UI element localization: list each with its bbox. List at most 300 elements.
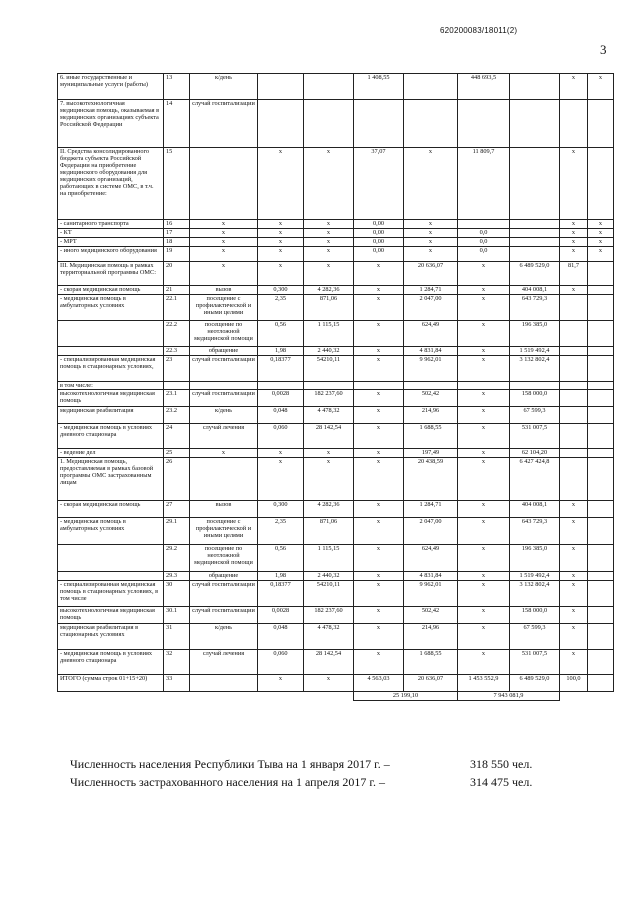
table-cell: 2 440,32 <box>304 347 354 356</box>
table-cell <box>588 458 614 501</box>
table-cell: 0,048 <box>258 624 304 650</box>
table-cell <box>190 148 258 220</box>
table-cell: x <box>304 675 354 692</box>
table-row <box>58 424 614 449</box>
table-cell <box>510 247 560 262</box>
table-cell: 19 <box>164 247 190 262</box>
table-cell <box>588 356 614 382</box>
table-cell: x <box>588 238 614 247</box>
table-cell: - медицинская помощь в амбулаторных условиях <box>58 518 164 545</box>
table-cell: 2,35 <box>258 518 304 545</box>
table-cell <box>510 238 560 247</box>
table-cell: 6 427 424,8 <box>510 458 560 501</box>
table-cell: x <box>588 247 614 262</box>
table-cell: 24 <box>164 424 190 449</box>
table-cell: - медицинская помощь в амбулаторных условиях <box>58 295 164 321</box>
table-cell: x <box>354 295 404 321</box>
table-cell: 158 000,0 <box>510 607 560 624</box>
table-cell: - МРТ <box>58 238 164 247</box>
table-cell <box>510 100 560 148</box>
table-cell: x <box>458 390 510 407</box>
table-cell: 0,56 <box>258 321 304 347</box>
table-cell: 624,49 <box>404 321 458 347</box>
table-cell <box>560 321 588 347</box>
table-row <box>58 262 614 286</box>
table-cell: посещение с профилактической и иными целями <box>190 518 258 545</box>
table-cell: случай госпитализации <box>190 607 258 624</box>
table-cell: - скорая медицинская помощь <box>58 501 164 518</box>
table-cell: 4 563,03 <box>354 675 404 692</box>
table-cell: x <box>560 286 588 295</box>
table-cell: случай госпитализации <box>190 356 258 382</box>
table-cell <box>560 424 588 449</box>
table-cell: x <box>354 650 404 675</box>
table-cell: случай госпитализации <box>190 390 258 407</box>
table-cell: x <box>190 238 258 247</box>
totals-row <box>58 692 614 701</box>
table-cell: 1 284,71 <box>404 286 458 295</box>
table-cell: x <box>458 650 510 675</box>
table-cell: x <box>190 449 258 458</box>
table-cell: 214,96 <box>404 407 458 424</box>
table-cell: 502,42 <box>404 607 458 624</box>
table-cell <box>560 347 588 356</box>
table-cell: - медицинская помощь в условиях дневного стационара <box>58 650 164 675</box>
table-cell: 624,49 <box>404 545 458 572</box>
table-cell: случай лечения <box>190 650 258 675</box>
table-cell: x <box>354 449 404 458</box>
table-cell: 2 047,00 <box>404 295 458 321</box>
table-cell: 0,18377 <box>258 581 304 607</box>
table-cell: 29.1 <box>164 518 190 545</box>
table-cell: 81,7 <box>560 262 588 286</box>
table-cell <box>458 220 510 229</box>
table-cell: 28 142,54 <box>304 650 354 675</box>
table-cell: 0,048 <box>258 407 304 424</box>
table-cell: 4 478,32 <box>304 624 354 650</box>
table-cell: III. Медицинская помощь в рамках территориальной программы ОМС: <box>58 262 164 286</box>
table-cell: 31 <box>164 624 190 650</box>
table-cell: 100,0 <box>560 675 588 692</box>
table-cell: 404 008,1 <box>510 501 560 518</box>
table-cell: x <box>354 286 404 295</box>
table-cell: x <box>458 407 510 424</box>
insured-line <box>70 775 533 790</box>
table-cell <box>588 449 614 458</box>
table-cell: в том числе: <box>58 382 164 390</box>
table-cell: случай госпитализации <box>190 581 258 607</box>
table-cell: - санитарного транспорта <box>58 220 164 229</box>
table-cell: 196 385,0 <box>510 545 560 572</box>
table-cell: 20 636,07 <box>404 262 458 286</box>
table-cell: x <box>354 347 404 356</box>
table-cell: 4 282,36 <box>304 501 354 518</box>
table-cell: - специализированная медицинская помощь в стационарных условиях, в том числе <box>58 581 164 607</box>
table-cell: 2,35 <box>258 295 304 321</box>
table-row <box>58 247 614 262</box>
table-cell <box>588 424 614 449</box>
table-cell: 15 <box>164 148 190 220</box>
table-cell <box>354 100 404 148</box>
table-cell <box>588 650 614 675</box>
table-cell: 27 <box>164 501 190 518</box>
table-cell: x <box>304 449 354 458</box>
table-cell <box>588 675 614 692</box>
table-cell <box>588 581 614 607</box>
table-cell: x <box>560 572 588 581</box>
table-row <box>58 347 614 356</box>
table-cell: x <box>560 607 588 624</box>
table-cell: 9 962,01 <box>404 581 458 607</box>
table-cell <box>560 458 588 501</box>
table-row <box>58 220 614 229</box>
table-cell <box>190 458 258 501</box>
table-cell: посещение с профилактической и иными целями <box>190 295 258 321</box>
table-row <box>58 518 614 545</box>
table-cell: x <box>258 247 304 262</box>
table-cell <box>190 675 258 692</box>
table-cell: 0,0028 <box>258 607 304 624</box>
table-cell: 0,060 <box>258 424 304 449</box>
table-cell: x <box>304 247 354 262</box>
table-cell: x <box>190 220 258 229</box>
table-row <box>58 321 614 347</box>
table-cell <box>588 407 614 424</box>
table-cell: 6 489 529,0 <box>510 262 560 286</box>
totals-spacer <box>58 692 354 701</box>
table-cell: 4 831,84 <box>404 347 458 356</box>
table-cell: обращение <box>190 347 258 356</box>
table-cell <box>588 382 614 390</box>
table-cell: II. Средства консолидированного бюджета субъекта Российской Федерации на приобретение медицинского оборудования для медицинских организаций, работающих в системе ОМС, в т.ч. на приобретение: <box>58 148 164 220</box>
table-cell: x <box>560 650 588 675</box>
table-cell: x <box>560 581 588 607</box>
table-cell: x <box>354 407 404 424</box>
table-cell: 20 636,07 <box>404 675 458 692</box>
table-row <box>58 581 614 607</box>
table-cell: x <box>560 238 588 247</box>
table-cell: x <box>588 74 614 100</box>
table-cell <box>588 501 614 518</box>
table-cell: 30.1 <box>164 607 190 624</box>
table-cell <box>58 545 164 572</box>
table-cell: 1 519 492,4 <box>510 347 560 356</box>
table-cell <box>258 100 304 148</box>
table-cell <box>190 382 258 390</box>
table-cell: медицинская реабилитация <box>58 407 164 424</box>
table-cell <box>58 347 164 356</box>
table-cell <box>304 74 354 100</box>
table-cell: 448 693,5 <box>458 74 510 100</box>
table-cell: высокотехнологичная медицинская помощь <box>58 390 164 407</box>
table-cell: x <box>560 220 588 229</box>
table-cell <box>258 382 304 390</box>
table-cell <box>588 262 614 286</box>
table-cell: 21 <box>164 286 190 295</box>
table-cell <box>588 286 614 295</box>
table-cell: 4 831,84 <box>404 572 458 581</box>
table-cell <box>588 607 614 624</box>
table-row <box>58 407 614 424</box>
table-cell: 0,300 <box>258 286 304 295</box>
table-cell <box>560 295 588 321</box>
table-cell: к/день <box>190 624 258 650</box>
table-cell: к/день <box>190 74 258 100</box>
table-cell: 871,06 <box>304 295 354 321</box>
table-cell: x <box>258 458 304 501</box>
table-cell: вызов <box>190 286 258 295</box>
table-cell: x <box>304 238 354 247</box>
table-row <box>58 74 614 100</box>
table-cell: 0,0 <box>458 238 510 247</box>
population-line <box>70 757 533 772</box>
table-cell <box>560 390 588 407</box>
table-cell: x <box>304 229 354 238</box>
table-cell: x <box>458 347 510 356</box>
table-cell: 0,18377 <box>258 356 304 382</box>
table-cell: x <box>458 356 510 382</box>
table-cell: 1 519 492,4 <box>510 572 560 581</box>
table-row <box>58 148 614 220</box>
table-cell <box>510 74 560 100</box>
table-cell: x <box>354 581 404 607</box>
table-cell: x <box>458 501 510 518</box>
totals-spacer <box>560 692 614 701</box>
table-cell <box>510 148 560 220</box>
table-cell: случай госпитализации <box>190 100 258 148</box>
table-cell: 14 <box>164 100 190 148</box>
table-cell: ИТОГО (сумма строк 01+15+20) <box>58 675 164 692</box>
table-cell: x <box>458 607 510 624</box>
table-cell: 2 440,32 <box>304 572 354 581</box>
table-cell: x <box>458 449 510 458</box>
table-cell: x <box>458 295 510 321</box>
table-cell <box>588 347 614 356</box>
table-cell <box>354 382 404 390</box>
table-cell: 0,0 <box>458 247 510 262</box>
table-cell <box>588 321 614 347</box>
table-cell: x <box>404 220 458 229</box>
table-cell: 0,00 <box>354 238 404 247</box>
table-cell: 33 <box>164 675 190 692</box>
table-cell: 531 007,5 <box>510 650 560 675</box>
table-cell: x <box>458 518 510 545</box>
table-cell <box>588 295 614 321</box>
table-cell: x <box>354 518 404 545</box>
table-row <box>58 501 614 518</box>
table-cell: 26 <box>164 458 190 501</box>
table-cell: 6 489 529,0 <box>510 675 560 692</box>
table-row <box>58 545 614 572</box>
table-cell: 1 688,55 <box>404 424 458 449</box>
table-cell: x <box>190 262 258 286</box>
table-cell: 871,06 <box>304 518 354 545</box>
table-cell: 214,96 <box>404 624 458 650</box>
table-cell: 1 408,55 <box>354 74 404 100</box>
table-cell: посещение по неотложной медицинской помощи <box>190 545 258 572</box>
table-cell <box>404 74 458 100</box>
table-cell: x <box>190 229 258 238</box>
table-cell: 1. Медицинская помощь, предоставляемая в рамках базовой программы ОМС застрахованным лицам <box>58 458 164 501</box>
table-cell: к/день <box>190 407 258 424</box>
table-cell: x <box>304 148 354 220</box>
table-cell <box>560 449 588 458</box>
table-row <box>58 229 614 238</box>
table-cell: 23 <box>164 356 190 382</box>
table-cell: 182 237,60 <box>304 390 354 407</box>
table-cell: x <box>304 458 354 501</box>
table-cell: 531 007,5 <box>510 424 560 449</box>
table-cell: x <box>458 624 510 650</box>
table-cell <box>588 572 614 581</box>
table-cell: - специализированная медицинская помощь в стационарных условиях, <box>58 356 164 382</box>
table-row <box>58 382 614 390</box>
table-cell: 22.2 <box>164 321 190 347</box>
table-cell: x <box>458 572 510 581</box>
table-cell: 22.1 <box>164 295 190 321</box>
table-cell: x <box>560 624 588 650</box>
table-cell <box>58 321 164 347</box>
table-cell <box>588 518 614 545</box>
table-cell: 1,98 <box>258 347 304 356</box>
table-cell: 22.3 <box>164 347 190 356</box>
table-cell: 1 115,15 <box>304 545 354 572</box>
table-cell: - скорая медицинская помощь <box>58 286 164 295</box>
table-cell: x <box>404 229 458 238</box>
population-value: 318 550 чел. <box>470 757 533 771</box>
table-cell: 1,98 <box>258 572 304 581</box>
table-cell <box>458 382 510 390</box>
table-row <box>58 356 614 382</box>
table-cell: x <box>404 148 458 220</box>
table-cell: x <box>560 518 588 545</box>
table-row <box>58 607 614 624</box>
table-cell: x <box>560 501 588 518</box>
table-row <box>58 238 614 247</box>
table-cell: 2 047,00 <box>404 518 458 545</box>
table-row <box>58 449 614 458</box>
table-cell <box>304 382 354 390</box>
table-cell: x <box>588 220 614 229</box>
table-cell <box>458 100 510 148</box>
population-label: Численность населения Республики Тыва на 1 января 2017 г. – <box>70 757 390 771</box>
table-cell: x <box>560 545 588 572</box>
table-cell: 23.1 <box>164 390 190 407</box>
table-cell: x <box>354 424 404 449</box>
table-cell: x <box>354 458 404 501</box>
table-cell: x <box>458 581 510 607</box>
table-cell <box>588 148 614 220</box>
table-cell: 30 <box>164 581 190 607</box>
table-cell: x <box>458 545 510 572</box>
table-cell: x <box>404 247 458 262</box>
table-cell <box>404 100 458 148</box>
table-cell: 0,0 <box>458 229 510 238</box>
table-cell <box>510 382 560 390</box>
table-cell: x <box>258 148 304 220</box>
insured-value: 314 475 чел. <box>470 775 533 789</box>
table-cell <box>560 407 588 424</box>
table-cell: x <box>560 229 588 238</box>
table-cell: 0,300 <box>258 501 304 518</box>
table-cell: 0,00 <box>354 247 404 262</box>
table-cell: 17 <box>164 229 190 238</box>
table-cell: 54210,11 <box>304 356 354 382</box>
table-cell <box>58 572 164 581</box>
table-cell: 37,07 <box>354 148 404 220</box>
table-cell: посещение по неотложной медицинской помощи <box>190 321 258 347</box>
table-cell: x <box>354 321 404 347</box>
table-cell <box>588 545 614 572</box>
table-cell: 25 <box>164 449 190 458</box>
table-cell: x <box>404 238 458 247</box>
table-cell <box>510 229 560 238</box>
table-cell: x <box>354 390 404 407</box>
table-cell: 6. иные государственные и муниципальные услуги (работы) <box>58 74 164 100</box>
table-cell: x <box>458 458 510 501</box>
table-cell: - ведение дел <box>58 449 164 458</box>
table-cell: случай лечения <box>190 424 258 449</box>
table-cell: 62 104,20 <box>510 449 560 458</box>
table-cell: 9 962,01 <box>404 356 458 382</box>
table-cell: 29.2 <box>164 545 190 572</box>
table-cell: 7. высокотехнологичная медицинская помощь, оказываемая в медицинских организациях субъекта Российской Федерации <box>58 100 164 148</box>
table-cell: x <box>258 220 304 229</box>
table-cell: x <box>190 247 258 262</box>
table-cell: x <box>258 449 304 458</box>
table-cell <box>258 74 304 100</box>
table-cell <box>588 390 614 407</box>
totals-left: 25 199,10 <box>354 692 458 701</box>
table-row <box>58 286 614 295</box>
table-cell <box>588 100 614 148</box>
table-cell: x <box>354 572 404 581</box>
table-cell: x <box>458 262 510 286</box>
table-row <box>58 390 614 407</box>
table-cell: x <box>560 148 588 220</box>
table-row <box>58 650 614 675</box>
table-cell <box>560 356 588 382</box>
table-row <box>58 675 614 692</box>
table-cell: 0,00 <box>354 220 404 229</box>
page-number: 3 <box>600 42 607 57</box>
table-cell: 404 008,1 <box>510 286 560 295</box>
table-cell: 67 599,3 <box>510 624 560 650</box>
table-cell: x <box>458 321 510 347</box>
table-cell <box>404 382 458 390</box>
table-cell: 1 115,15 <box>304 321 354 347</box>
table-cell: 23.2 <box>164 407 190 424</box>
table-cell: x <box>588 229 614 238</box>
table-cell: 0,56 <box>258 545 304 572</box>
table-cell: 4 282,36 <box>304 286 354 295</box>
table-cell: 20 <box>164 262 190 286</box>
table-cell: 158 000,0 <box>510 390 560 407</box>
table-cell: x <box>560 247 588 262</box>
table-cell: x <box>258 238 304 247</box>
table-body <box>58 74 614 701</box>
table-row <box>58 100 614 148</box>
table-cell: 18 <box>164 238 190 247</box>
table-cell: x <box>258 229 304 238</box>
table-cell: 197,49 <box>404 449 458 458</box>
table-cell: 54210,11 <box>304 581 354 607</box>
table-cell: x <box>560 74 588 100</box>
table-cell: медицинская реабилитация в стационарных условиях <box>58 624 164 650</box>
table-cell: 182 237,60 <box>304 607 354 624</box>
table-cell: 16 <box>164 220 190 229</box>
table-cell: 13 <box>164 74 190 100</box>
